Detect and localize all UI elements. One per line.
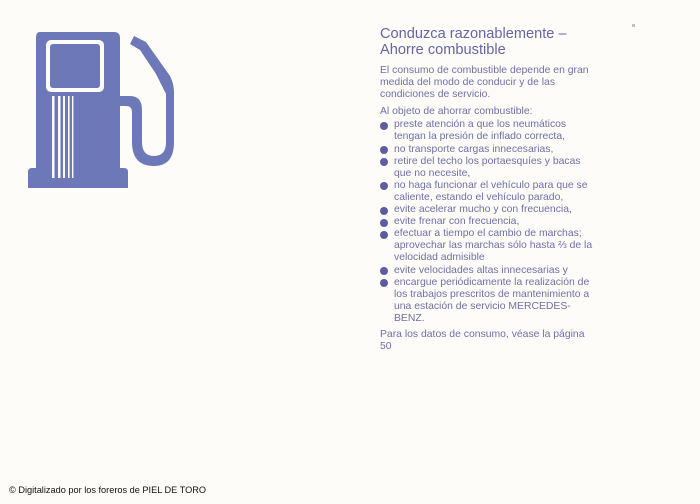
bullet-icon — [380, 267, 388, 275]
tip-text: efectuar a tiempo el cambio de marchas; aprovechar las marchas sólo hasta ⅔ de la velocidad admisible — [394, 228, 593, 264]
tip-text: preste atención a que los neumáticos tengan la presión de inflado correcta, — [394, 119, 567, 143]
bullet-icon — [380, 182, 388, 190]
tip-text: evite velocidades altas innecesarias y — [394, 264, 568, 276]
fuel-pump-icon — [26, 30, 176, 190]
scan-speck — [632, 24, 635, 27]
bullet-icon — [380, 219, 388, 227]
list-item — [380, 180, 595, 204]
bullet-icon — [380, 279, 388, 287]
list-item — [380, 156, 595, 180]
tips-list — [380, 119, 595, 325]
tip-text: encargue periódicamente la realización de los trabajos prescritos de mantenimiento a una estación de servicio MERCEDES-BENZ. — [394, 276, 590, 324]
tip-text: retire del techo los portaesquíes y bacas que no necesite, — [394, 155, 581, 179]
bullet-icon — [380, 207, 388, 215]
tip-text: no haga funcionar el vehículo para que se caliente, estando el vehículo parado, — [394, 179, 588, 203]
list-item — [380, 204, 595, 216]
list-intro: Al objeto de ahorrar combustible: — [380, 106, 533, 118]
text-column — [380, 27, 595, 358]
tip-text: no transporte cargas innecesarias, — [394, 143, 554, 155]
bullet-icon — [380, 146, 388, 154]
list-item — [380, 228, 595, 264]
bullet-icon — [380, 231, 388, 239]
list-item — [380, 265, 595, 277]
closing-note: Para los datos de consumo, véase la página 50 — [380, 328, 585, 353]
page-title — [380, 27, 595, 58]
bullet-icon — [380, 122, 388, 130]
tip-text: evite acelerar mucho y con frecuencia, — [394, 204, 572, 216]
title-line-2: Ahorre combustible — [380, 41, 506, 58]
scan-credit: © Digitalizado por los foreros de PIEL DE TORO — [9, 485, 207, 495]
list-item — [380, 277, 595, 325]
title-line-1: Conduzca razonablemente – — [380, 26, 567, 42]
list-item — [380, 119, 595, 143]
list-item — [380, 216, 595, 228]
intro-paragraph: El consumo de combustible depende en gran medida del modo de conducir y de las condiciones de servicio. — [380, 65, 589, 101]
list-item — [380, 144, 595, 156]
tip-text: evite frenar con frecuencia, — [394, 216, 520, 228]
bullet-icon — [380, 158, 388, 166]
